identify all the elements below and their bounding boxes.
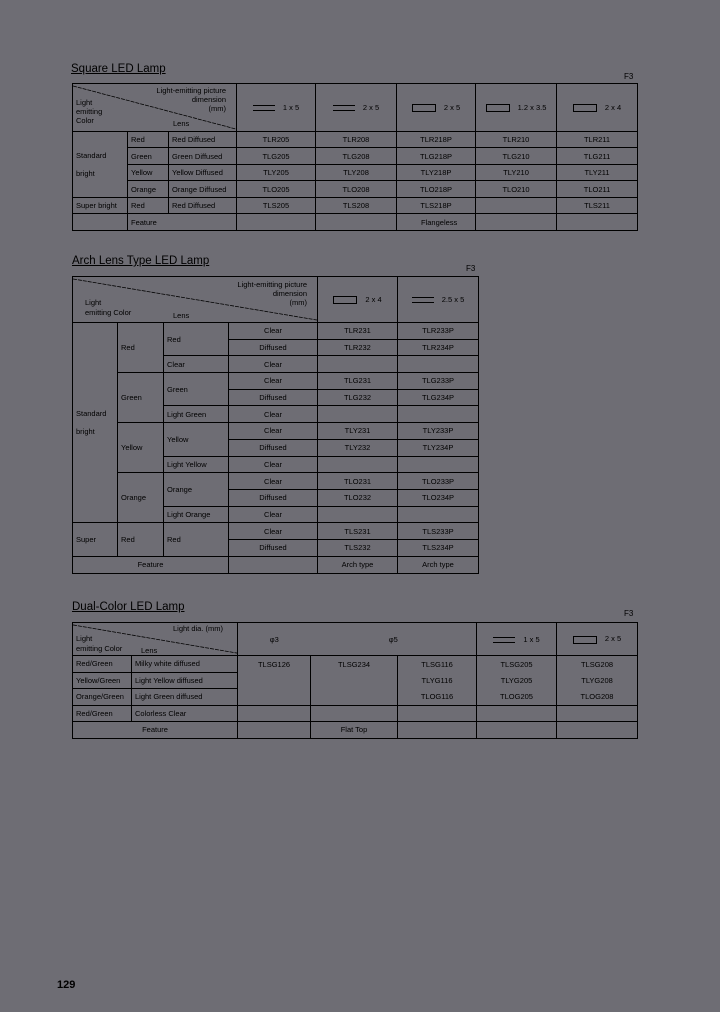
color-cell: Green <box>118 373 164 423</box>
table-row <box>73 198 638 214</box>
size-header: 2 x 5 <box>316 84 397 132</box>
header-dim-label: dimension <box>272 289 307 298</box>
lens-cell: Light Yellow <box>164 456 229 473</box>
part-cell: TLO233P <box>398 473 479 490</box>
part-cell: TLS218P <box>397 198 476 214</box>
group-super: Super <box>73 523 118 556</box>
part-cell: TLSG116 <box>398 656 477 673</box>
part-cell: TLR234P <box>398 339 479 356</box>
part-cell: TLR205 <box>237 132 316 148</box>
part-cell: TLO211 <box>557 181 638 198</box>
size-header: 1 x 5 <box>237 84 316 132</box>
table-row <box>73 423 479 440</box>
lens-cell: Light Yellow diffused <box>132 672 238 689</box>
table-row <box>73 132 638 148</box>
feature-label: Feature <box>73 722 238 739</box>
lens-cell: Clear <box>164 356 229 373</box>
lens-type-cell: Diffused <box>229 389 318 406</box>
part-cell <box>238 672 311 689</box>
lens-cell: Light Green diffused <box>132 689 238 706</box>
part-cell: TLR231 <box>318 323 398 340</box>
header-lens-label: Lens <box>141 646 158 655</box>
header-unit-label: (mm) <box>208 104 227 113</box>
size-header: 1 x 5 <box>477 623 557 656</box>
part-cell: TLSG205 <box>477 656 557 673</box>
part-cell: TLR233P <box>398 323 479 340</box>
header-color-label: Light <box>76 634 93 643</box>
size-header: 1.2 x 3.5 <box>476 84 557 132</box>
part-cell: TLR208 <box>316 132 397 148</box>
part-cell: TLG210 <box>476 148 557 165</box>
part-cell: TLY233P <box>398 423 479 440</box>
part-cell: TLG231 <box>318 373 398 390</box>
header-lens-label: Lens <box>173 311 190 320</box>
part-cell: TLO205 <box>237 181 316 198</box>
lens-cell: Yellow <box>164 423 229 456</box>
lens-type-cell: Clear <box>229 373 318 390</box>
part-cell <box>238 689 311 706</box>
group-standard: Standard bright <box>73 132 128 198</box>
part-cell: TLYG205 <box>477 672 557 689</box>
lens-type-cell: Clear <box>229 473 318 490</box>
part-cell: TLSG234 <box>311 656 398 673</box>
color-cell: Red <box>128 198 169 214</box>
table-row <box>73 323 479 340</box>
part-cell: TLY211 <box>557 165 638 181</box>
dual-led-table <box>72 622 638 739</box>
lens-type-cell: Clear <box>229 406 318 423</box>
part-cell: TLR210 <box>476 132 557 148</box>
part-cell <box>311 672 398 689</box>
part-cell: TLG234P <box>398 389 479 406</box>
header-dim-label: dimension <box>191 95 227 104</box>
part-cell: TLO218P <box>397 181 476 198</box>
color-cell: Yellow <box>128 165 169 181</box>
lens-type-cell: Clear <box>229 523 318 540</box>
color-cell: Green <box>128 148 169 165</box>
color-cell: Red/Green <box>73 705 132 722</box>
table-row <box>73 705 638 722</box>
lens-type-cell: Clear <box>229 323 318 340</box>
lens-cell: Red Diffused <box>169 132 237 148</box>
part-cell: TLYG208 <box>557 672 638 689</box>
part-cell: TLS205 <box>237 198 316 214</box>
part-cell: TLO231 <box>318 473 398 490</box>
arch-title: Arch Lens Type LED Lamp <box>72 255 210 267</box>
feature-label: Feature <box>73 556 229 573</box>
group-standard: Standard bright <box>73 323 118 523</box>
lens-cell: Milky white diffused <box>132 656 238 673</box>
part-cell: TLY208 <box>316 165 397 181</box>
feature-row <box>73 556 479 573</box>
square-title: Square LED Lamp <box>71 63 166 75</box>
part-cell: TLS208 <box>316 198 397 214</box>
lens-type-cell: Diffused <box>229 539 318 556</box>
size-header: 2 x 5 <box>557 623 638 656</box>
part-cell: TLSG208 <box>557 656 638 673</box>
feature-cell: Arch type <box>398 556 479 573</box>
lens-cell: Colorless Clear <box>132 705 238 722</box>
part-cell: TLO234P <box>398 489 479 506</box>
group-super: Super bright <box>73 198 128 214</box>
header-dia-label: Light dia. (mm) <box>173 624 224 633</box>
color-cell: Yellow/Green <box>73 672 132 689</box>
table-row <box>73 672 638 689</box>
color-cell: Yellow <box>118 423 164 473</box>
size-header: φ5 <box>311 623 477 656</box>
feature-row <box>73 722 638 739</box>
header-lens-label: Lens <box>173 119 190 128</box>
part-cell: TLS232 <box>318 539 398 556</box>
color-cell: Orange/Green <box>73 689 132 706</box>
part-cell: TLO210 <box>476 181 557 198</box>
part-cell <box>476 198 557 214</box>
header-color-label: Light <box>76 98 93 107</box>
lens-type-cell: Clear <box>229 423 318 440</box>
feature-cell: Flangeless <box>397 214 476 231</box>
color-cell: Orange <box>128 181 169 198</box>
part-cell: TLOG208 <box>557 689 638 706</box>
color-cell: Red <box>118 323 164 373</box>
part-cell: TLS231 <box>318 523 398 540</box>
header-unit-label: (mm) <box>289 298 307 307</box>
part-cell: TLR232 <box>318 339 398 356</box>
part-cell: TLG211 <box>557 148 638 165</box>
lens-cell: Light Green <box>164 406 229 423</box>
part-cell: TLYG116 <box>398 672 477 689</box>
lens-type-cell: Diffused <box>229 439 318 456</box>
feature-cell: Flat Top <box>311 722 398 739</box>
header-color-label: emitting Color <box>85 308 132 317</box>
dual-figure-tag: F3 <box>624 609 634 618</box>
header-color-label: Light <box>85 298 102 307</box>
part-cell: TLSG126 <box>238 656 311 673</box>
size-header: φ3 <box>238 623 311 656</box>
part-cell: TLY218P <box>397 165 476 181</box>
header-dim-label: Light-emitting picture <box>237 280 307 289</box>
feature-row <box>73 214 638 231</box>
lens-cell: Red Diffused <box>169 198 237 214</box>
part-cell: TLS234P <box>398 539 479 556</box>
lens-cell: Orange Diffused <box>169 181 237 198</box>
lens-type-cell: Diffused <box>229 489 318 506</box>
part-cell: TLY232 <box>318 439 398 456</box>
arch-header-corner <box>73 277 318 323</box>
color-cell: Orange <box>118 473 164 523</box>
lens-cell: Red <box>164 323 229 356</box>
lens-cell: Orange <box>164 473 229 506</box>
arch-led-table <box>72 276 479 574</box>
part-cell: TLY234P <box>398 439 479 456</box>
table-row <box>73 181 638 198</box>
table-row <box>73 473 479 490</box>
part-cell: TLG208 <box>316 148 397 165</box>
size-header: 2.5 x 5 <box>398 277 479 323</box>
size-header: 2 x 4 <box>557 84 638 132</box>
part-cell: TLY205 <box>237 165 316 181</box>
part-cell: TLS233P <box>398 523 479 540</box>
lens-cell: Red <box>164 523 229 556</box>
header-color-label: emitting Color <box>76 644 123 653</box>
square-led-table <box>72 83 638 231</box>
dual-header-corner <box>73 623 238 656</box>
part-cell <box>311 689 398 706</box>
table-row <box>73 165 638 181</box>
color-cell: Red <box>118 523 164 556</box>
part-cell: TLR218P <box>397 132 476 148</box>
size-header: 2 x 4 <box>318 277 398 323</box>
part-cell: TLO208 <box>316 181 397 198</box>
part-cell: TLY231 <box>318 423 398 440</box>
lens-type-cell: Clear <box>229 456 318 473</box>
table-row <box>73 373 479 390</box>
part-cell: TLG205 <box>237 148 316 165</box>
lens-type-cell: Clear <box>229 356 318 373</box>
color-cell: Red/Green <box>73 656 132 673</box>
square-figure-tag: F3 <box>624 72 634 81</box>
header-color-label: emitting <box>76 107 103 116</box>
lens-cell: Light Orange <box>164 506 229 523</box>
part-cell: TLR211 <box>557 132 638 148</box>
arch-figure-tag: F3 <box>466 264 476 273</box>
header-color-label: Color <box>76 116 94 125</box>
part-cell: TLOG205 <box>477 689 557 706</box>
part-cell: TLG218P <box>397 148 476 165</box>
header-dim-label: Light-emitting picture <box>156 86 227 95</box>
table-row <box>73 656 638 673</box>
page-number: 129 <box>57 979 76 991</box>
part-cell: TLG232 <box>318 389 398 406</box>
table-row <box>73 523 479 540</box>
table-row <box>73 148 638 165</box>
size-header: 2 x 5 <box>397 84 476 132</box>
lens-cell: Green <box>164 373 229 406</box>
square-header-corner <box>73 84 237 132</box>
part-cell: TLOG116 <box>398 689 477 706</box>
lens-cell: Yellow Diffused <box>169 165 237 181</box>
dual-title: Dual-Color LED Lamp <box>72 601 185 613</box>
feature-cell: Arch type <box>318 556 398 573</box>
lens-type-cell: Diffused <box>229 339 318 356</box>
feature-label: Feature <box>128 214 237 231</box>
color-cell: Red <box>128 132 169 148</box>
lens-type-cell: Clear <box>229 506 318 523</box>
lens-cell: Green Diffused <box>169 148 237 165</box>
part-cell: TLY210 <box>476 165 557 181</box>
part-cell: TLO232 <box>318 489 398 506</box>
table-row <box>73 689 638 706</box>
part-cell: TLS211 <box>557 198 638 214</box>
part-cell: TLG233P <box>398 373 479 390</box>
